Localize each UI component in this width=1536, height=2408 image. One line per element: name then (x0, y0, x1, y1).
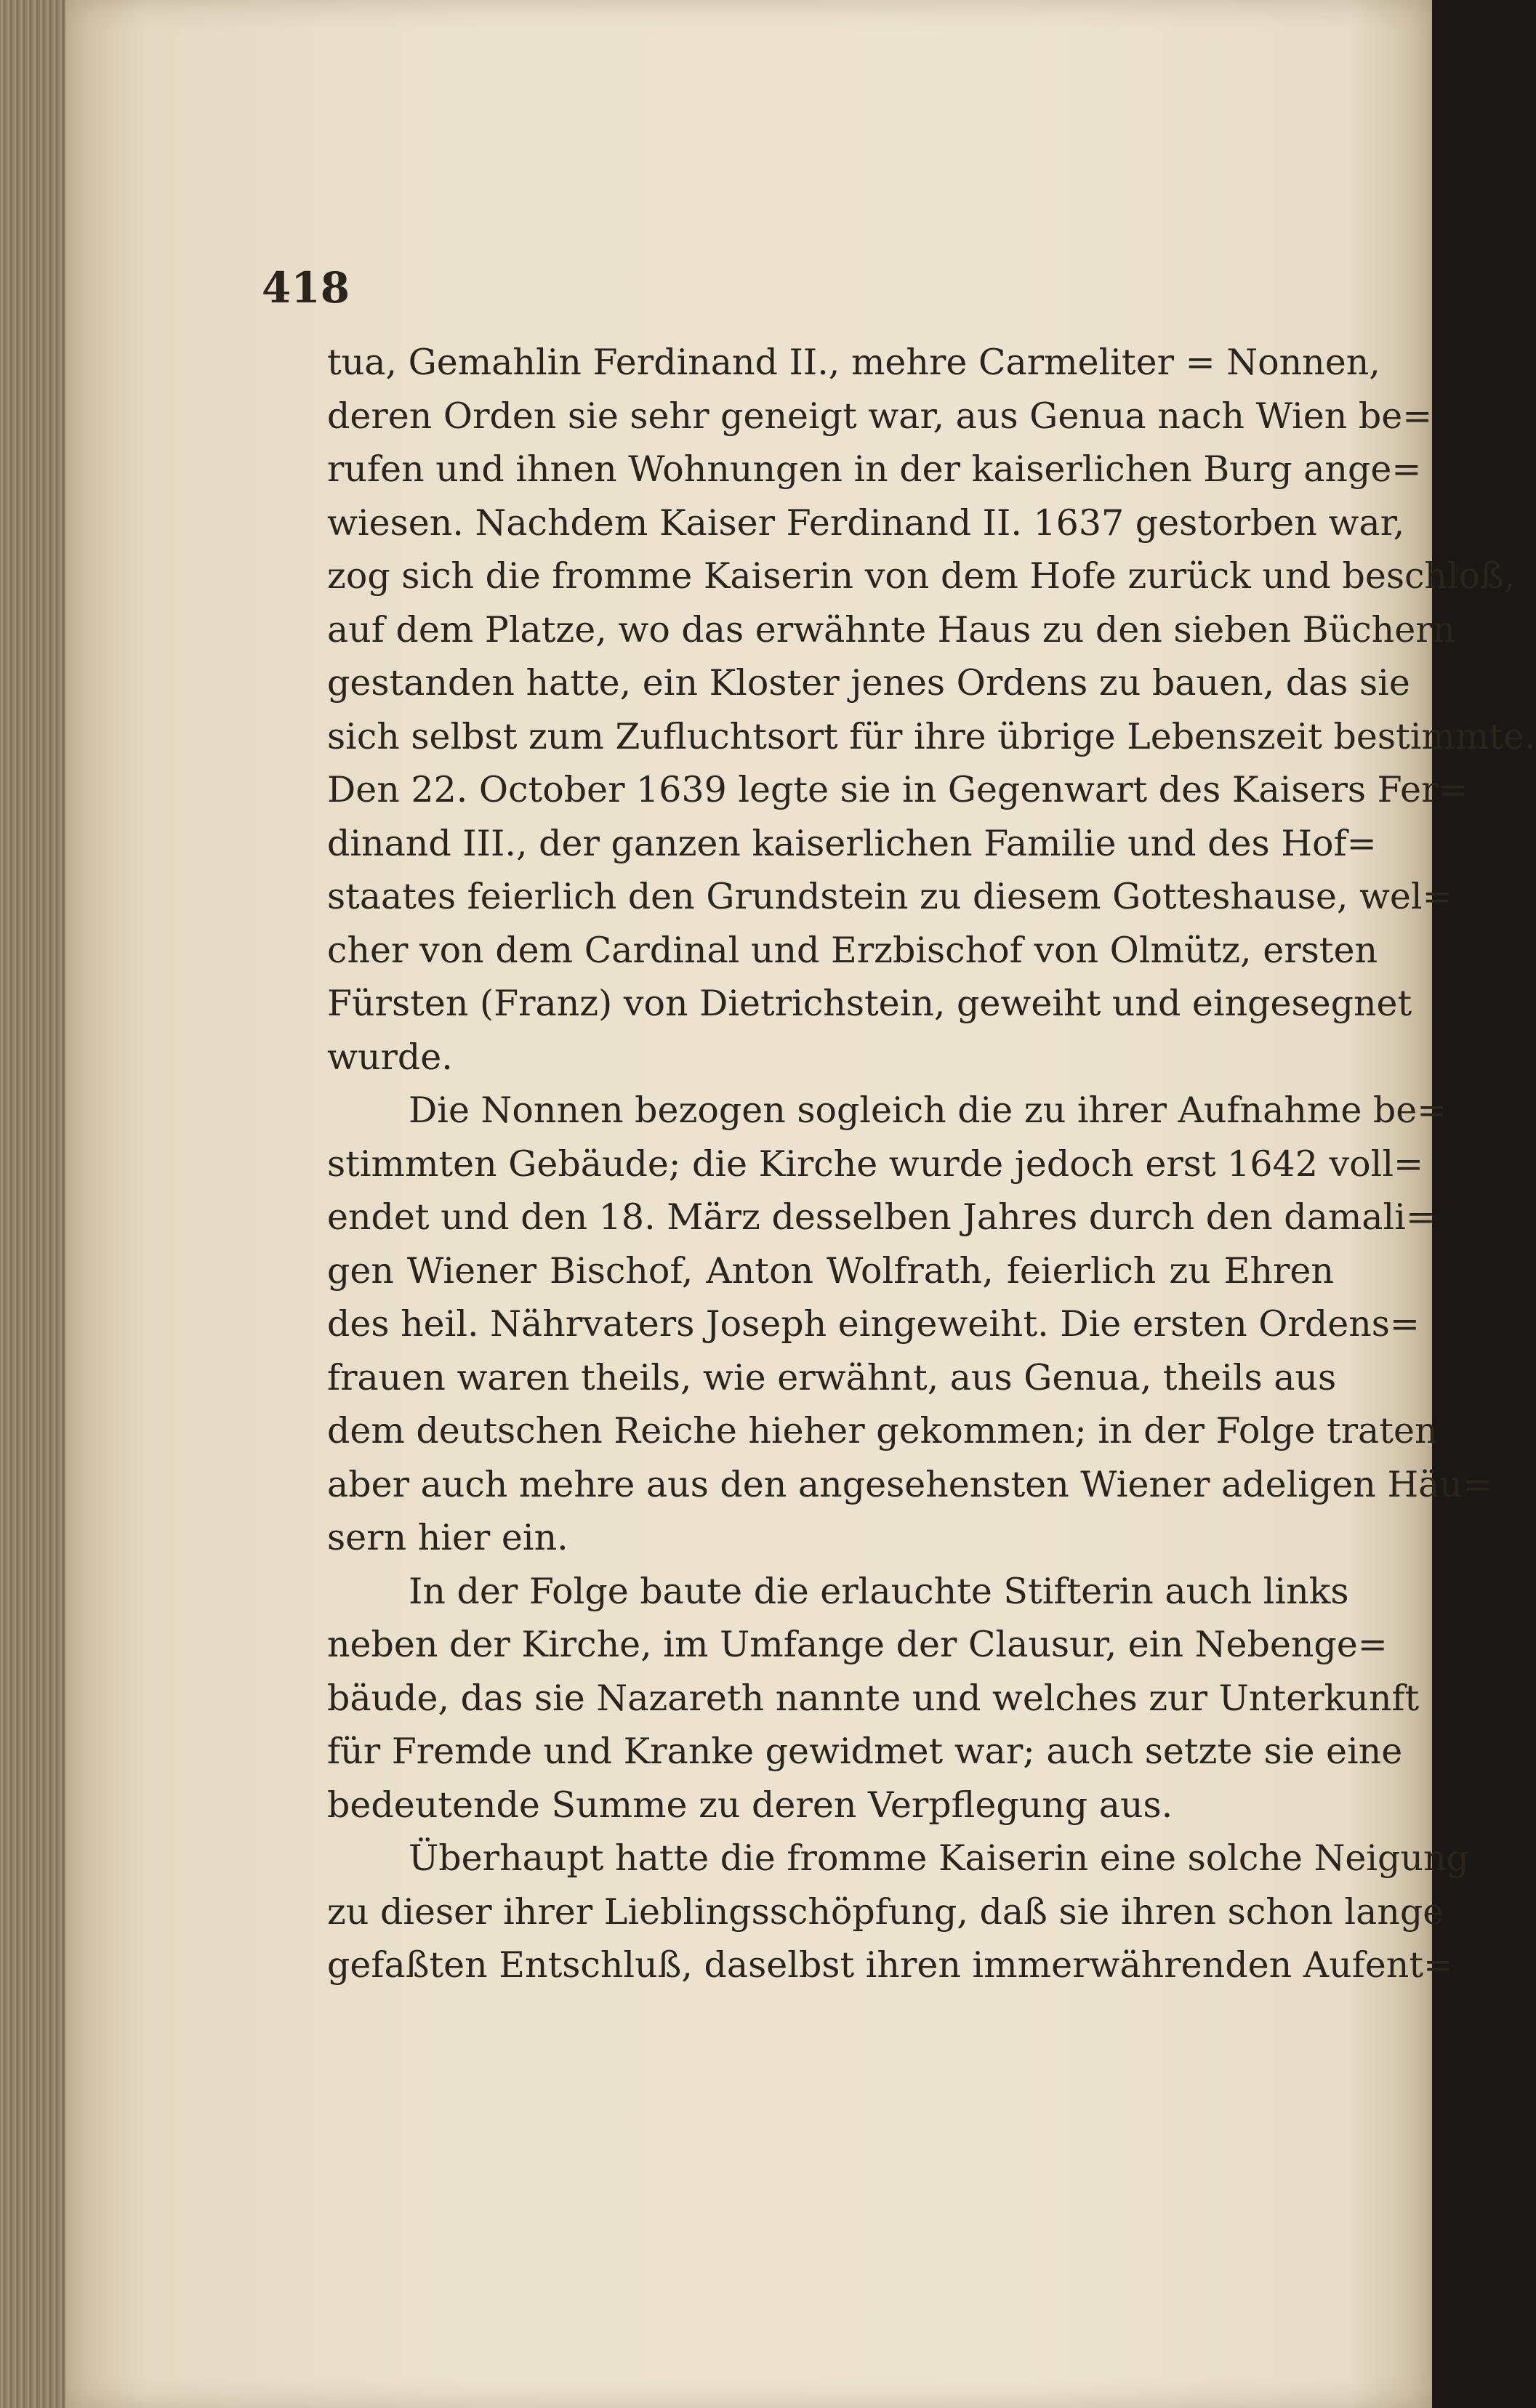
text-line: des heil. Nährvaters Joseph eingeweiht. Die ersten Ordens= (327, 1303, 1420, 1345)
text-line: gefaßten Entschluß, daselbst ihren immerwährenden Aufent= (327, 1944, 1454, 1986)
text-line: auf dem Platze, wo das erwähnte Haus zu den sieben Büchern (327, 608, 1456, 651)
text-line: staates feierlich den Grundstein zu diesem Gotteshause, wel= (327, 876, 1452, 917)
text-line: wiesen. Nachdem Kaiser Ferdinand II. 1637 gestorben war, (327, 502, 1405, 544)
text-line: bedeutende Summe zu deren Verpflegung aus. (327, 1784, 1173, 1826)
text-line: zog sich die fromme Kaiserin von dem Hofe zurück und beschloß, (327, 555, 1516, 597)
text-line: Den 22. October 1639 legte sie in Gegenwart des Kaisers Fer= (327, 769, 1468, 810)
text-line: gestanden hatte, ein Kloster jenes Ordens zu bauen, das sie (327, 662, 1410, 704)
text-line: tua, Gemahlin Ferdinand II., mehre Carmeliter = Nonnen, (327, 342, 1380, 383)
text-line: In der Folge baute die erlauchte Stifterin auch links (409, 1570, 1349, 1612)
text-line: deren Orden sie sehr geneigt war, aus Genua nach Wien be= (327, 395, 1433, 437)
text-line: für Fremde und Kranke gewidmet war; auch setzte sie eine (327, 1731, 1403, 1772)
text-line: Fürsten (Franz) von Dietrichstein, geweiht und eingesegnet (327, 983, 1412, 1024)
text-line: sich selbst zum Zufluchtsort für ihre übrige Lebenszeit bestimmte. (327, 715, 1536, 757)
text-line: frauen waren theils, wie erwähnt, aus Genua, theils aus (327, 1356, 1337, 1398)
book-page (65, 0, 1536, 2408)
page-number: 418 (262, 263, 350, 313)
text-line: Die Nonnen bezogen sogleich die zu ihrer Aufnahme be= (409, 1090, 1447, 1131)
text-line: stimmten Gebäude; die Kirche wurde jedoch erst 1642 voll= (327, 1143, 1424, 1185)
text-line: zu dieser ihrer Lieblingsschöpfung, daß sie ihren schon lange (327, 1890, 1444, 1933)
text-line: bäude, das sie Nazareth nannte und welches zur Unterkunft (327, 1677, 1420, 1719)
text-line: aber auch mehre aus den angesehensten Wiener adeligen Häu= (327, 1463, 1493, 1505)
text-line: Überhaupt hatte die fromme Kaiserin eine solche Neigung (409, 1837, 1469, 1879)
text-line: wurde. (327, 1036, 453, 1078)
text-line: dem deutschen Reiche hieher gekommen; in der Folge traten (327, 1410, 1438, 1451)
text-line: rufen und ihnen Wohnungen in der kaiserlichen Burg ange= (327, 448, 1422, 490)
body-text (327, 336, 1536, 1992)
text-line: neben der Kirche, im Umfange der Clausur, ein Nebenge= (327, 1624, 1388, 1665)
text-line: sern hier ein. (327, 1517, 568, 1558)
text-line: dinand III., der ganzen kaiserlichen Familie und des Hof= (327, 822, 1377, 864)
text-line: gen Wiener Bischof, Anton Wolfrath, feierlich zu Ehren (327, 1249, 1334, 1292)
text-line: cher von dem Cardinal und Erzbischof von Olmütz, ersten (327, 929, 1378, 971)
text-line: endet und den 18. März desselben Jahres durch den damali= (327, 1196, 1436, 1238)
